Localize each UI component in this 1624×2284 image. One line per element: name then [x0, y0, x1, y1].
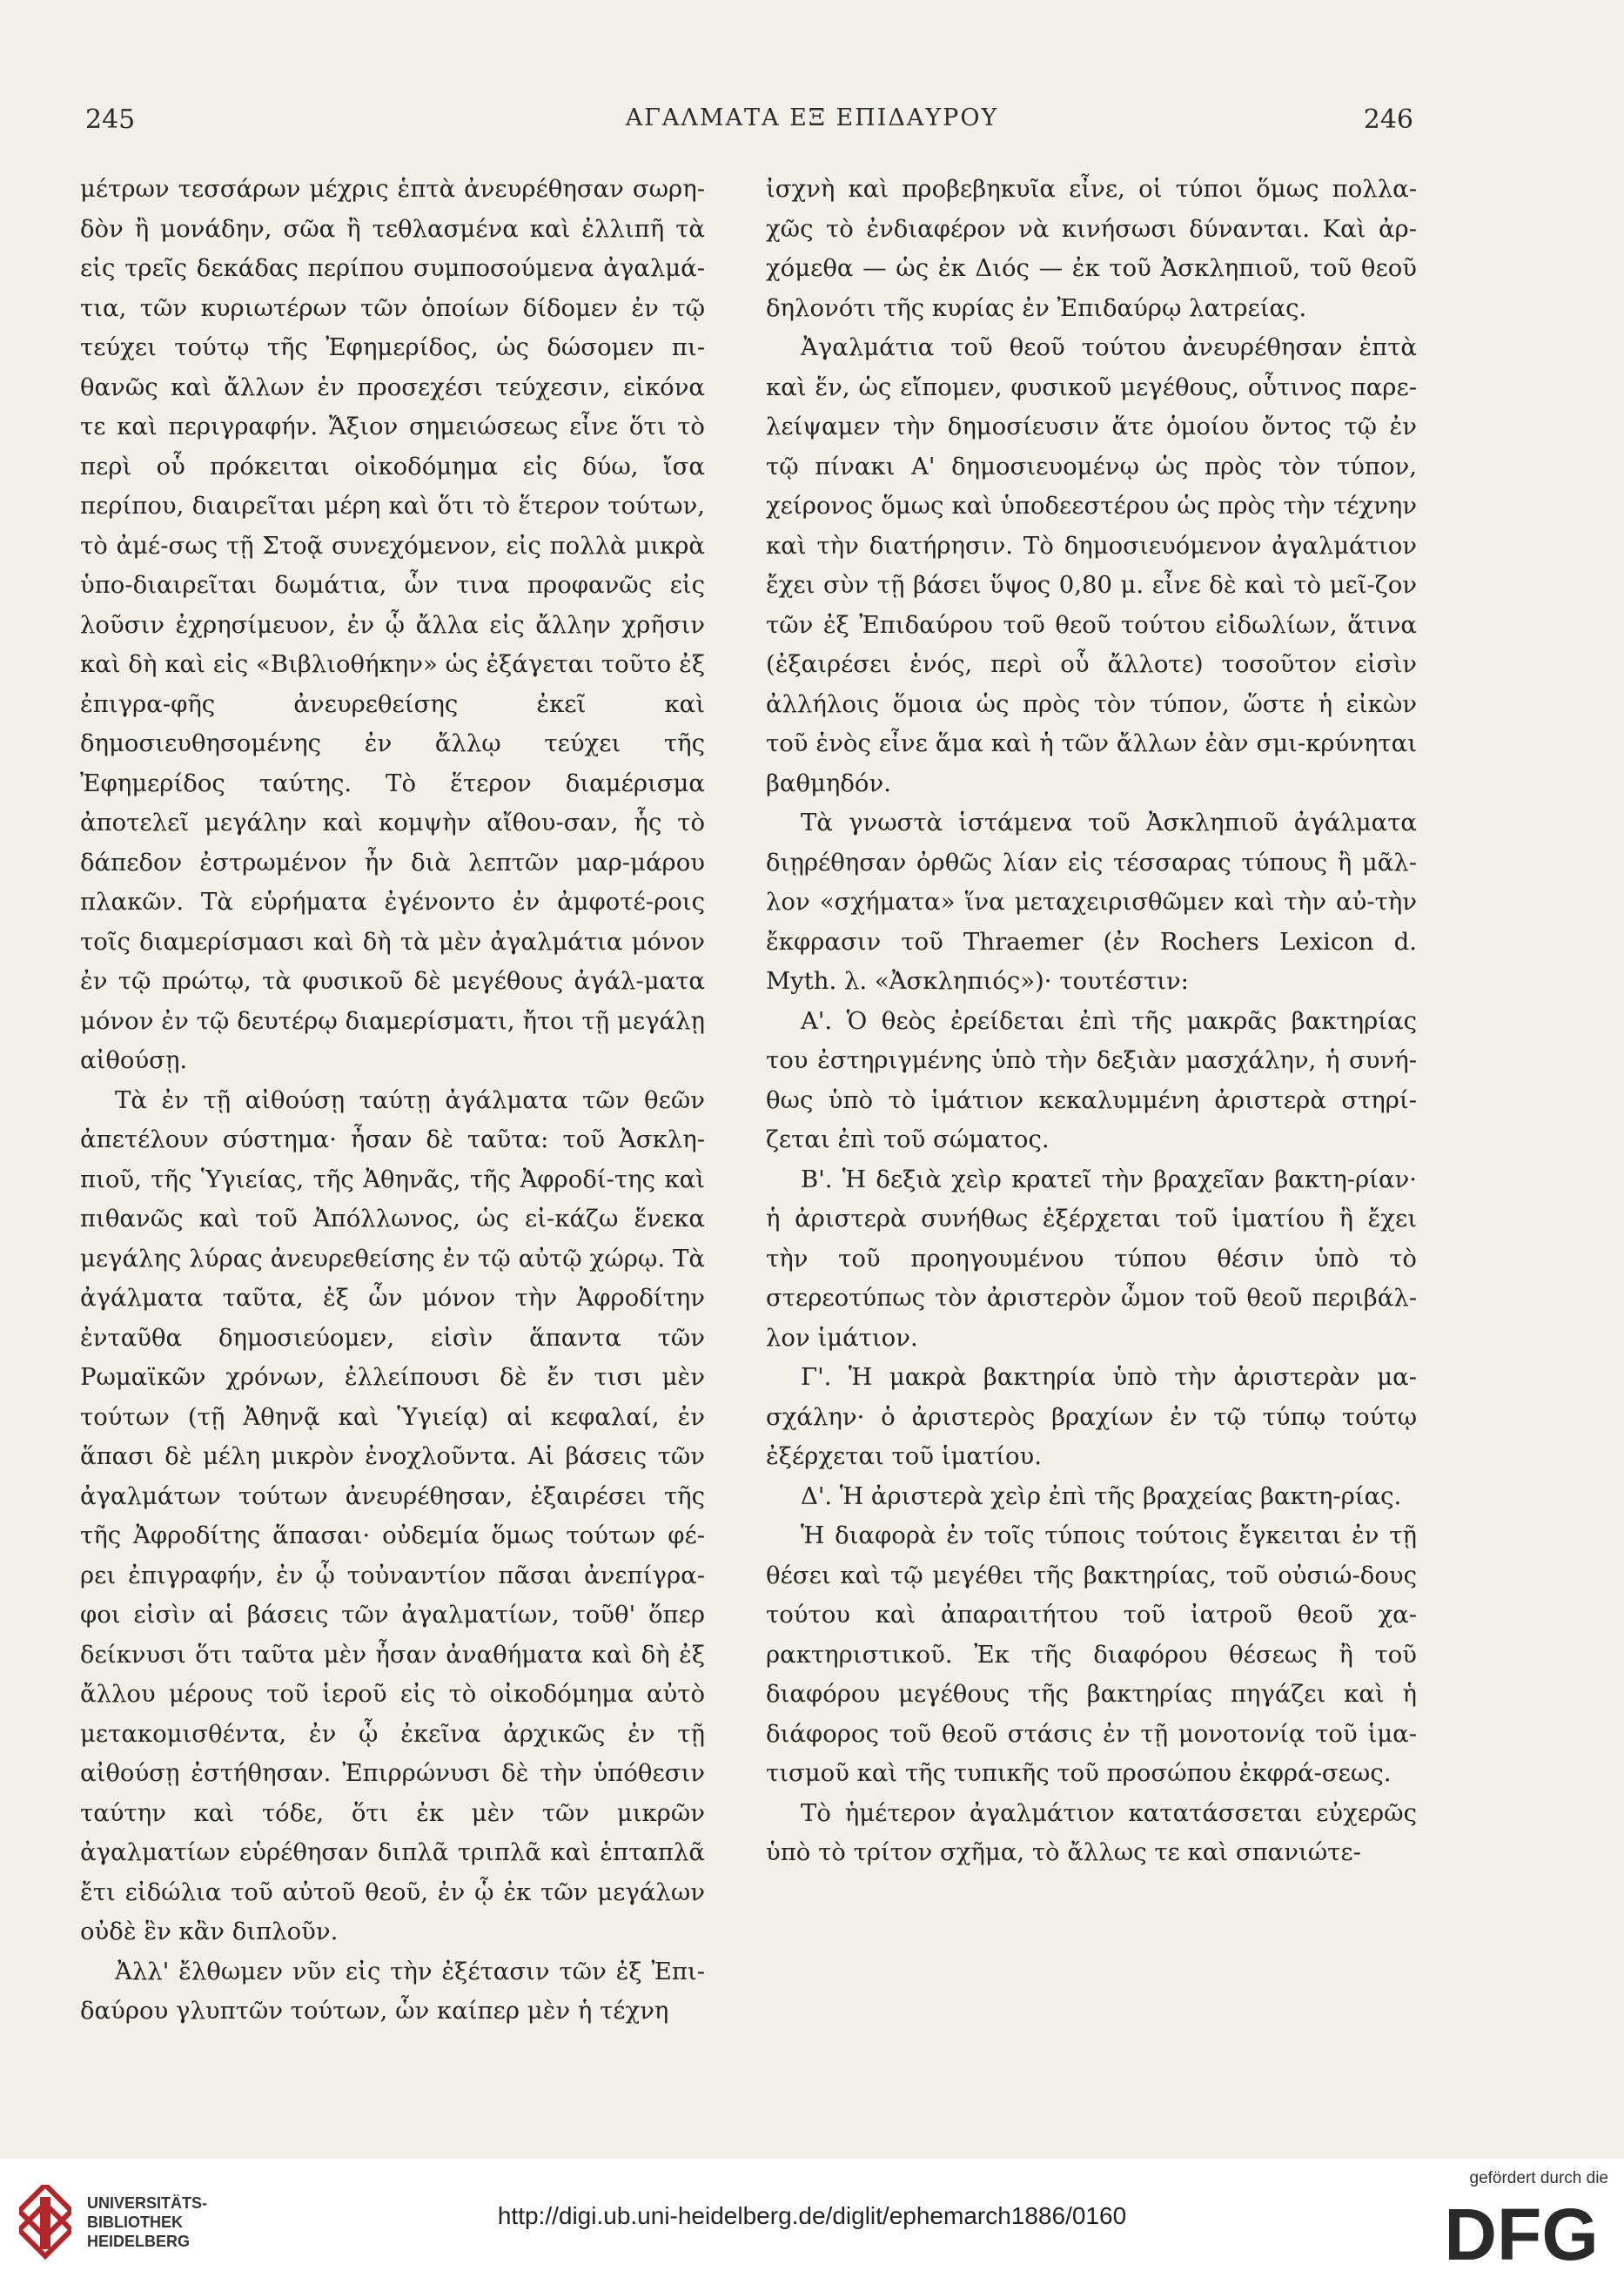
- digitization-footer: [0, 2159, 1624, 2284]
- funding-label: gefördert durch die: [1469, 2169, 1608, 2187]
- right-column: [766, 170, 1417, 1873]
- paragraph: Ἀγαλμάτια τοῦ θεοῦ τούτου ἀνευρέθησαν ἑπτὰ καὶ ἕν, ὡς εἴπομεν, φυσικοῦ μεγέθους, οὗτινος παρε-λείψαμεν τὴν δημοσίευσιν ἅτε ὁμοίου ὄντος τῷ ἐν τῷ πίνακι Α' δημοσιευομένῳ ὡς πρὸς τὸν τύπον, χείρονος ὅμως καὶ ὑποδεεστέρου ὡς πρὸς τὴν τέχνην καὶ τὴν διατήρησιν. Τὸ δημοσιευόμενον ἀγαλμάτιον ἔχει σὺν τῇ βάσει ὕψος 0,80 μ. εἶνε δὲ καὶ τὸ μεῖ-ζον τῶν ἐξ Ἐπιδαύρου τοῦ θεοῦ τούτου εἰδωλίων, ἅτινα (ἐξαιρέσει ἑνός, περὶ οὗ ἄλλοτε) τοσοῦτον εἰσὶν ἀλλήλοις ὅμοια ὡς πρὸς τὸν τύπον, ὥστε ἡ εἰκὼν τοῦ ἑνὸς εἶνε ἅμα καὶ ἡ τῶν ἄλλων ἐὰν σμι-κρύνηται βαθμηδόν.: [766, 333, 1417, 797]
- running-head: [0, 104, 1624, 148]
- paragraph: Ἡ διαφορὰ ἐν τοῖς τύποις τούτοις ἔγκειται ἐν τῇ θέσει καὶ τῷ μεγέθει τῆς βακτηρίας, τοῦ οὐσιώ-δους τούτου καὶ ἀπαραιτήτου τοῦ ἰατροῦ θεοῦ χα-ρακτηριστικοῦ. Ἐκ τῆς διαφόρου θέσεως ἢ τοῦ διαφόρου μεγέθους τῆς βακτηρίας πηγάζει καὶ ἡ διάφορος τοῦ θεοῦ στάσις ἐν τῇ μονοτονίᾳ τοῦ ἱμα-τισμοῦ καὶ τῆς τυπικῆς τοῦ προσώπου ἐκφρά-σεως.: [766, 1522, 1417, 1787]
- library-name-line: BIBLIOTHEK: [87, 2213, 183, 2231]
- paragraph-type-b: Β'. Ἡ δεξιὰ χεὶρ κρατεῖ τὴν βραχεῖαν βακτη-ρίαν· ἡ ἀριστερὰ συνήθως ἐξέρχεται τοῦ ἱματίου ἢ ἔχει τὴν τοῦ προηγουμένου τύπου θέσιν ὑπὸ τὸ στερεοτύπως τὸν ἀριστερὸν ὦμον τοῦ θεοῦ περιβάλ-λον ἱμάτιον.: [766, 1165, 1417, 1352]
- paragraph: Τὸ ἡμέτερον ἀγαλμάτιον κατατάσσεται εὐχερῶς ὑπὸ τὸ τρίτον σχῆμα, τὸ ἄλλως τε καὶ σπανιώτε-: [766, 1798, 1417, 1866]
- library-name-line: HEIDELBERG: [87, 2233, 191, 2250]
- paragraph-type-c: Γ'. Ἡ μακρὰ βακτηρία ὑπὸ τὴν ἀριστερὰν μα-σχάλην· ὁ ἀριστερὸς βραχίων ἐν τῷ τύπῳ τούτῳ ἐξέρχεται τοῦ ἱματίου.: [766, 1363, 1417, 1470]
- paragraph-type-d: Δ'. Ἡ ἀριστερὰ χεὶρ ἐπὶ τῆς βραχείας βακτη-ρίας.: [801, 1481, 1402, 1510]
- paragraph: Ἀλλ' ἔλθωμεν νῦν εἰς τὴν ἐξέτασιν τῶν ἐξ Ἐπι-δαύρου γλυπτῶν τούτων, ὧν καίπερ μὲν ἡ τέχνη: [80, 1957, 705, 2025]
- paragraph: ἰσχνὴ καὶ προβεβηκυῖα εἶνε, οἱ τύποι ὅμως πολλα-χῶς τὸ ἐνδιαφέρον νὰ κινήσωσι δύνανται. Καὶ ἀρ-χόμεθα — ὡς ἐκ Διός — ἐκ τοῦ Ἀσκληπιοῦ, τοῦ θεοῦ δηλονότι τῆς κυρίας ἐν Ἐπιδαύρῳ λατρείας.: [766, 175, 1417, 322]
- dfg-logo-icon[interactable]: [1434, 2195, 1608, 2268]
- page-number-left: 245: [85, 104, 136, 135]
- paragraph-type-a: Α'. Ὁ θεὸς ἐρείδεται ἐπὶ τῆς μακρᾶς βακτηρίας του ἐστηριγμένης ὑπὸ τὴν δεξιὰν μασχάλην, ἡ συνή-θως ὑπὸ τὸ ἱμάτιον κεκαλυμμένη ἀριστερὰ στηρί-ζεται ἐπὶ τοῦ σώματος.: [766, 1006, 1417, 1153]
- paragraph: Τὰ γνωστὰ ἱστάμενα τοῦ Ἀσκληπιοῦ ἀγάλματα διῃρέθησαν ὀρθῶς λίαν εἰς τέσσαρας τύπους ἢ μᾶλ-λον «σχήματα» ἵνα μεταχειρισθῶμεν καὶ τὴν αὐ-τὴν ἔκφρασιν τοῦ Thraemer (ἐν Rochers Lexicon d. Myth. λ. «Ἀσκληπιός»)· τουτέστιν:: [766, 809, 1417, 995]
- dfg-logo-text: DFG: [1444, 2195, 1599, 2268]
- library-name-line: UNIVERSITÄTS-: [87, 2194, 208, 2212]
- paragraph: μέτρων τεσσάρων μέχρις ἑπτὰ ἀνευρέθησαν σωρη-δὸν ἢ μονάδην, σῶα ἢ τεθλασμένα καὶ ἐλλιπῆ τὰ εἰς τρεῖς δεκάδας περίπου συμποσούμενα ἀγαλμά-τια, τῶν κυριωτέρων τῶν ὁποίων δίδομεν ἐν τῷ τεύχει τούτῳ τῆς Ἐφημερίδος, ὡς δώσομεν πι-θανῶς καὶ ἄλλων ἐν προσεχέσι τεύχεσιν, εἰκόνα τε καὶ περιγραφήν. Ἄξιον σημειώσεως εἶνε ὅτι τὸ περὶ οὗ πρόκειται οἰκοδόμημα εἰς δύω, ἴσα περίπου, διαιρεῖται μέρη καὶ ὅτι τὸ ἕτερον τούτων, τὸ ἀμέ-σως τῇ Στοᾷ συνεχόμενον, εἰς πολλὰ μικρὰ ὑπο-διαιρεῖται δωμάτια, ὧν τινα προφανῶς εἰς λοῦσιν ἐχρησίμευον, ἐν ᾧ ἄλλα εἰς ἄλλην χρῆσιν καὶ δὴ καὶ εἰς «Βιβλιοθήκην» ὡς ἐξάγεται τοῦτο ἐξ ἐπιγρα-φῆς ἀνευρεθείσης ἐκεῖ καὶ δημοσιευθησομένης ἐν ἄλλῳ τεύχει τῆς Ἐφημερίδος ταύτης. Τὸ ἕτερον διαμέρισμα ἀποτελεῖ μεγάλην καὶ κομψὴν αἴθου-σαν, ἧς τὸ δάπεδον ἐστρωμένον ἦν διὰ λεπτῶν μαρ-μάρου πλακῶν. Τὰ εὑρήματα ἐγένοντο ἐν ἀμφοτέ-ροις τοῖς διαμερίσμασι καὶ δὴ τὰ μὲν ἀγαλμάτια μόνον ἐν τῷ πρώτῳ, τὰ φυσικοῦ δὲ μεγέθους ἀγάλ-ματα μόνον ἐν τῷ δευτέρῳ διαμερίσματι, ἤτοι τῇ μεγάλῃ αἰθούσῃ.: [80, 175, 705, 1074]
- left-column: [80, 170, 705, 2032]
- running-title: ΑΓΑΛΜΑΤΑ ΕΞ ΕΠΙΔΑΥΡΟΥ: [625, 104, 999, 131]
- page-number-right: 246: [1363, 104, 1413, 135]
- paragraph: Τὰ ἐν τῇ αἰθούσῃ ταύτῃ ἀγάλματα τῶν θεῶν ἀπετέλουν σύστημα· ἦσαν δὲ ταῦτα: τοῦ Ἀσκλη-πιοῦ, τῆς Ὑγιείας, τῆς Ἀθηνᾶς, τῆς Ἀφροδί-της καὶ πιθανῶς καὶ τοῦ Ἀπόλλωνος, ὡς εἰ-κάζω ἕνεκα μεγάλης λύρας ἀνευρεθείσης ἐν τῷ αὐτῷ χώρῳ. Τὰ ἀγάλματα ταῦτα, ἐξ ὧν μόνον τὴν Ἀφροδίτην ἐνταῦθα δημοσιεύομεν, εἰσὶν ἅπαντα τῶν Ρωμαϊκῶν χρόνων, ἐλλείπουσι δὲ ἔν τισι μὲν τούτων (τῇ Ἀθηνᾷ καὶ Ὑγιείᾳ) αἱ κεφαλαί, ἐν ἅπασι δὲ μέλη μικρὸν ἐνοχλοῦντα. Αἱ βάσεις τῶν ἀγαλμάτων τούτων ἀνευρέθησαν, ἐξαιρέσει τῆς τῆς Ἀφροδίτης ἅπασαι· οὐδεμία ὅμως τούτων φέ-ρει ἐπιγραφήν, ἐν ᾧ τοὐναντίον πᾶσαι ἀνεπίγρα-φοι εἰσὶν αἱ βάσεις τῶν ἀγαλματίων, τοῦθ' ὅπερ δείκνυσι ὅτι ταῦτα μὲν ἦσαν ἀναθήματα καὶ δὴ ἐξ ἄλλου μέρους τοῦ ἱεροῦ εἰς τὸ οἰκοδόμημα αὐτὸ μετακομισθέντα, ἐν ᾧ ἐκεῖνα ἀρχικῶς ἐν τῇ αἰθούσῃ ἐστήθησαν. Ἐπιρρώνυσι δὲ τὴν ὑπόθεσιν ταύτην καὶ τόδε, ὅτι ἐκ μὲν τῶν μικρῶν ἀγαλματίων εὑρέθησαν διπλᾶ τριπλᾶ καὶ ἑπταπλᾶ ἔτι εἰδώλια τοῦ αὐτοῦ θεοῦ, ἐν ᾧ ἐκ τῶν μεγάλων οὐδὲ ἓν κἂν διπλοῦν.: [80, 1085, 705, 1945]
- permalink-url[interactable]: http://digi.ub.uni-heidelberg.de/diglit/ephemarch1886/0160: [497, 2202, 1127, 2229]
